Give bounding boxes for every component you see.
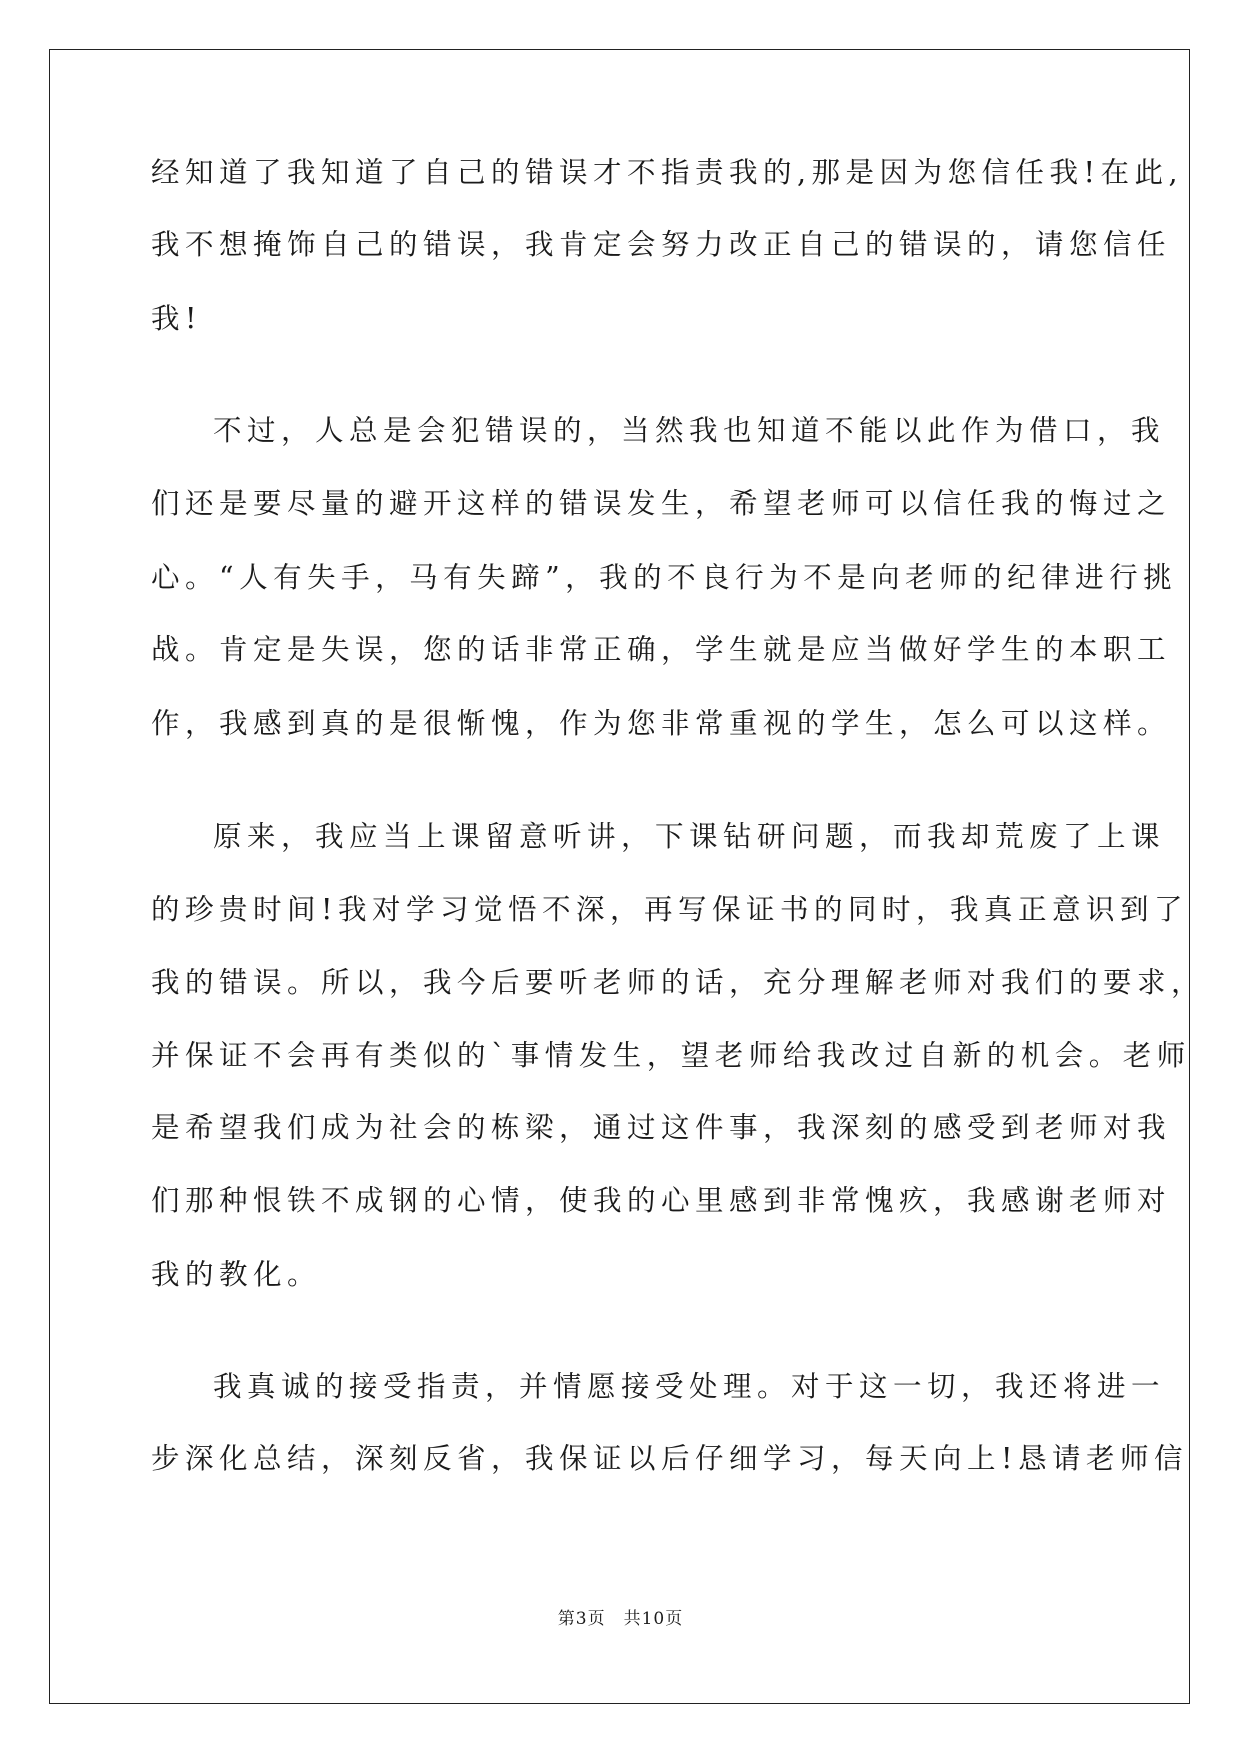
text-line: 经知道了我知道了自己的错误才不指责我的,那是因为您信任我!在此, [151, 156, 1184, 189]
text-line: 们还是要尽量的避开这样的错误发生，希望老师可以信任我的悔过之 [151, 487, 1172, 520]
text-line: 的珍贵时间!我对学习觉悟不深，再写保证书的同时，我真正意识到了 [151, 893, 1188, 926]
paragraph-first-line: 我真诚的接受指责，并情愿接受处理。对于这一切，我还将进一 [213, 1370, 1166, 1403]
text-line: 们那种恨铁不成钢的心情，使我的心里感到非常愧疚，我感谢老师对 [151, 1184, 1172, 1217]
text-line: 心。“人有失手，马有失蹄”，我的不良行为不是向老师的纪律进行挑 [151, 561, 1178, 594]
text-line: 我不想掩饰自己的错误，我肯定会努力改正自己的错误的，请您信任 [151, 228, 1172, 261]
text-line: 作，我感到真的是很惭愧，作为您非常重视的学生，怎么可以这样。 [151, 707, 1172, 740]
text-line: 我的教化。 [151, 1258, 322, 1291]
paragraph-first-line: 原来，我应当上课留意听讲，下课钻研问题，而我却荒废了上课 [213, 820, 1166, 853]
text-line: 并保证不会再有类似的`事情发生，望老师给我改过自新的机会。老师 [151, 1039, 1191, 1072]
text-line: 战。肯定是失误，您的话非常正确，学生就是应当做好学生的本职工 [151, 633, 1172, 666]
paragraph-first-line: 不过，人总是会犯错误的，当然我也知道不能以此作为借口，我 [213, 414, 1166, 447]
text-line: 是希望我们成为社会的栋梁，通过这件事，我深刻的感受到老师对我 [151, 1111, 1172, 1144]
text-line: 步深化总结，深刻反省，我保证以后仔细学习，每天向上!恳请老师信 [151, 1442, 1188, 1475]
text-line: 我! [151, 302, 202, 335]
page-number: 第3页 共10页 [557, 1609, 684, 1629]
text-line: 我的错误。所以，我今后要听老师的话，充分理解老师对我们的要求， [151, 966, 1206, 999]
